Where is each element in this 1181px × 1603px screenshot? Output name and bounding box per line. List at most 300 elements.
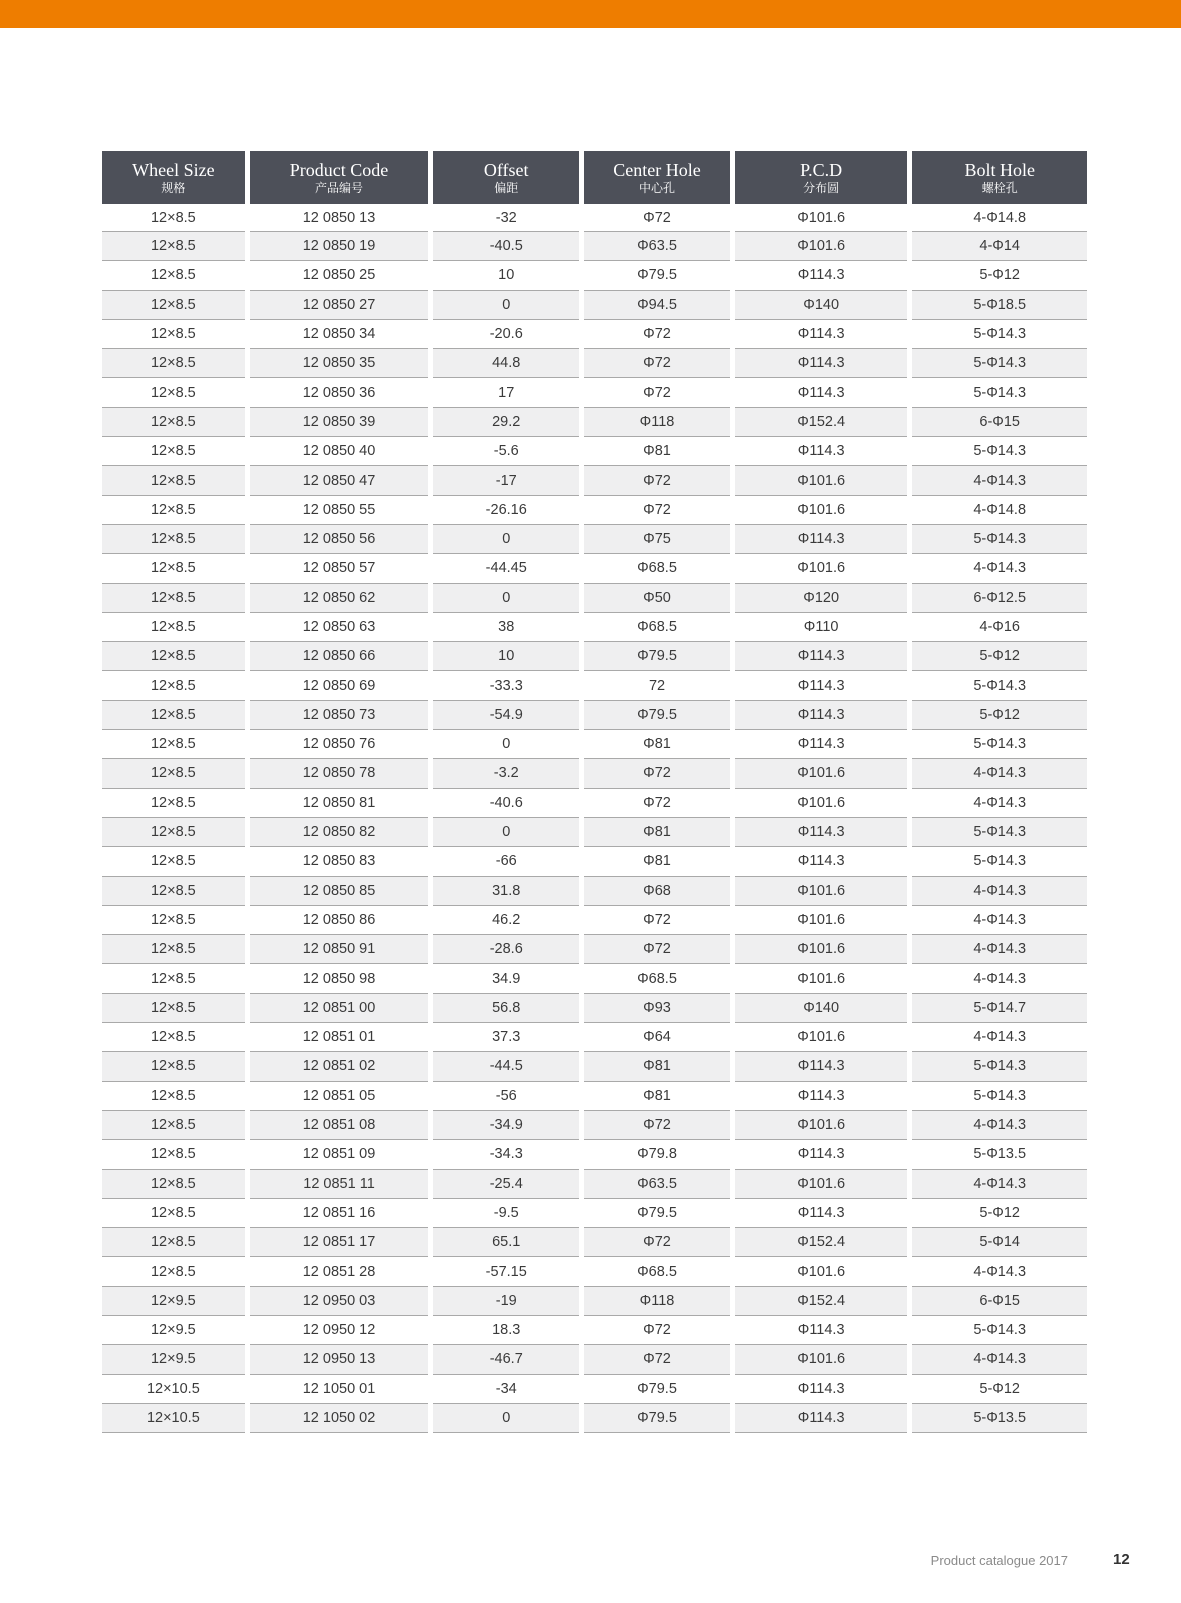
cell-center-hole: Φ81 — [584, 437, 730, 466]
cell-pcd: Φ101.6 — [735, 204, 907, 232]
header-zh: 规格 — [161, 180, 186, 195]
cell-wheel-size: 12×8.5 — [102, 320, 245, 349]
cell-wheel-size: 12×8.5 — [102, 877, 245, 906]
cell-offset: 0 — [433, 584, 579, 613]
cell-wheel-size: 12×8.5 — [102, 496, 245, 525]
table-header-row — [102, 151, 1087, 204]
cell-bolt-hole: 6-Φ15 — [912, 1287, 1087, 1316]
cell-product-code: 12 0850 56 — [250, 525, 429, 554]
cell-offset: -19 — [433, 1287, 579, 1316]
cell-offset: -57.15 — [433, 1257, 579, 1286]
cell-wheel-size: 12×8.5 — [102, 994, 245, 1023]
cell-bolt-hole: 5-Φ12 — [912, 261, 1087, 290]
cell-bolt-hole: 5-Φ12 — [912, 642, 1087, 671]
cell-center-hole: Φ94.5 — [584, 291, 730, 320]
table-row — [102, 877, 1087, 906]
cell-pcd: Φ101.6 — [735, 906, 907, 935]
cell-bolt-hole: 4-Φ14.3 — [912, 935, 1087, 964]
cell-pcd: Φ114.3 — [735, 1140, 907, 1169]
cell-product-code: 12 0851 01 — [250, 1023, 429, 1052]
header-zh: 分布圆 — [803, 180, 840, 195]
cell-bolt-hole: 4-Φ14.3 — [912, 964, 1087, 993]
cell-offset: -26.16 — [433, 496, 579, 525]
header-en: P.C.D — [800, 159, 843, 180]
cell-product-code: 12 0950 12 — [250, 1316, 429, 1345]
cell-offset: 44.8 — [433, 349, 579, 378]
cell-offset: 0 — [433, 525, 579, 554]
cell-pcd: Φ101.6 — [735, 789, 907, 818]
table-row — [102, 1375, 1087, 1404]
cell-product-code: 12 0850 19 — [250, 232, 429, 261]
cell-wheel-size: 12×8.5 — [102, 935, 245, 964]
cell-center-hole: 72 — [584, 671, 730, 700]
cell-pcd: Φ152.4 — [735, 1287, 907, 1316]
cell-bolt-hole: 5-Φ14.3 — [912, 730, 1087, 759]
cell-bolt-hole: 5-Φ13.5 — [912, 1140, 1087, 1169]
cell-center-hole: Φ72 — [584, 1228, 730, 1257]
cell-pcd: Φ114.3 — [735, 642, 907, 671]
cell-wheel-size: 12×8.5 — [102, 642, 245, 671]
cell-product-code: 12 0850 85 — [250, 877, 429, 906]
table-row — [102, 496, 1087, 525]
table-row — [102, 1316, 1087, 1345]
table-row — [102, 408, 1087, 437]
cell-wheel-size: 12×8.5 — [102, 1199, 245, 1228]
cell-product-code: 12 1050 01 — [250, 1375, 429, 1404]
table-body — [102, 204, 1087, 1433]
cell-offset: 10 — [433, 261, 579, 290]
cell-bolt-hole: 5-Φ14.7 — [912, 994, 1087, 1023]
cell-wheel-size: 12×8.5 — [102, 964, 245, 993]
cell-offset: 46.2 — [433, 906, 579, 935]
cell-offset: -28.6 — [433, 935, 579, 964]
cell-wheel-size: 12×8.5 — [102, 759, 245, 788]
table-row — [102, 466, 1087, 495]
cell-pcd: Φ101.6 — [735, 1023, 907, 1052]
page-number: 12 — [1113, 1551, 1130, 1568]
cell-offset: -9.5 — [433, 1199, 579, 1228]
cell-product-code: 12 0850 13 — [250, 204, 429, 232]
cell-wheel-size: 12×8.5 — [102, 1170, 245, 1199]
cell-wheel-size: 12×8.5 — [102, 291, 245, 320]
cell-bolt-hole: 5-Φ13.5 — [912, 1404, 1087, 1433]
cell-offset: -5.6 — [433, 437, 579, 466]
product-table-container — [102, 151, 1087, 1433]
cell-pcd: Φ114.3 — [735, 437, 907, 466]
cell-wheel-size: 12×8.5 — [102, 232, 245, 261]
cell-wheel-size: 12×8.5 — [102, 437, 245, 466]
cell-product-code: 12 0851 16 — [250, 1199, 429, 1228]
cell-offset: 65.1 — [433, 1228, 579, 1257]
cell-center-hole: Φ81 — [584, 818, 730, 847]
header-offset — [433, 151, 579, 204]
cell-offset: 0 — [433, 291, 579, 320]
cell-product-code: 12 0850 69 — [250, 671, 429, 700]
cell-pcd: Φ114.3 — [735, 1316, 907, 1345]
table-row — [102, 671, 1087, 700]
cell-pcd: Φ152.4 — [735, 408, 907, 437]
cell-bolt-hole: 5-Φ14.3 — [912, 437, 1087, 466]
cell-offset: -32 — [433, 204, 579, 232]
cell-offset: 56.8 — [433, 994, 579, 1023]
cell-offset: -56 — [433, 1082, 579, 1111]
cell-offset: -46.7 — [433, 1345, 579, 1374]
cell-product-code: 12 0850 86 — [250, 906, 429, 935]
cell-bolt-hole: 5-Φ12 — [912, 701, 1087, 730]
table-row — [102, 642, 1087, 671]
cell-pcd: Φ114.3 — [735, 1199, 907, 1228]
cell-product-code: 12 0851 00 — [250, 994, 429, 1023]
table-row — [102, 378, 1087, 407]
cell-wheel-size: 12×8.5 — [102, 671, 245, 700]
cell-pcd: Φ114.3 — [735, 1404, 907, 1433]
cell-offset: -34.3 — [433, 1140, 579, 1169]
cell-product-code: 12 0850 27 — [250, 291, 429, 320]
cell-center-hole: Φ68.5 — [584, 613, 730, 642]
cell-wheel-size: 12×8.5 — [102, 1228, 245, 1257]
cell-offset: 0 — [433, 1404, 579, 1433]
cell-offset: 0 — [433, 730, 579, 759]
cell-wheel-size: 12×8.5 — [102, 1052, 245, 1081]
table-row — [102, 261, 1087, 290]
cell-pcd: Φ114.3 — [735, 261, 907, 290]
cell-center-hole: Φ68.5 — [584, 1257, 730, 1286]
cell-pcd: Φ101.6 — [735, 466, 907, 495]
cell-wheel-size: 12×8.5 — [102, 613, 245, 642]
table-row — [102, 1345, 1087, 1374]
table-row — [102, 204, 1087, 232]
cell-product-code: 12 0850 83 — [250, 847, 429, 876]
cell-wheel-size: 12×8.5 — [102, 818, 245, 847]
table-row — [102, 437, 1087, 466]
header-center-hole — [584, 151, 730, 204]
cell-pcd: Φ140 — [735, 994, 907, 1023]
cell-center-hole: Φ79.5 — [584, 701, 730, 730]
cell-offset: -25.4 — [433, 1170, 579, 1199]
cell-offset: -40.5 — [433, 232, 579, 261]
cell-product-code: 12 0851 11 — [250, 1170, 429, 1199]
table-row — [102, 906, 1087, 935]
cell-bolt-hole: 5-Φ14.3 — [912, 320, 1087, 349]
cell-product-code: 12 0850 98 — [250, 964, 429, 993]
cell-product-code: 12 0950 03 — [250, 1287, 429, 1316]
cell-bolt-hole: 5-Φ14.3 — [912, 378, 1087, 407]
cell-wheel-size: 12×8.5 — [102, 701, 245, 730]
cell-bolt-hole: 4-Φ14 — [912, 232, 1087, 261]
cell-wheel-size: 12×8.5 — [102, 847, 245, 876]
cell-center-hole: Φ72 — [584, 1345, 730, 1374]
cell-pcd: Φ114.3 — [735, 847, 907, 876]
cell-bolt-hole: 5-Φ14.3 — [912, 1316, 1087, 1345]
header-en: Offset — [483, 159, 529, 180]
table-row — [102, 232, 1087, 261]
cell-pcd: Φ114.3 — [735, 1375, 907, 1404]
table-row — [102, 789, 1087, 818]
cell-bolt-hole: 5-Φ14.3 — [912, 525, 1087, 554]
cell-center-hole: Φ72 — [584, 935, 730, 964]
cell-center-hole: Φ75 — [584, 525, 730, 554]
cell-product-code: 12 0851 05 — [250, 1082, 429, 1111]
cell-bolt-hole: 4-Φ14.3 — [912, 877, 1087, 906]
cell-product-code: 12 0850 76 — [250, 730, 429, 759]
cell-pcd: Φ120 — [735, 584, 907, 613]
cell-product-code: 12 0850 63 — [250, 613, 429, 642]
cell-center-hole: Φ81 — [584, 847, 730, 876]
cell-center-hole: Φ72 — [584, 349, 730, 378]
header-en: Bolt Hole — [964, 159, 1035, 180]
cell-offset: 31.8 — [433, 877, 579, 906]
cell-bolt-hole: 4-Φ14.3 — [912, 1111, 1087, 1140]
table-row — [102, 1257, 1087, 1286]
product-table — [97, 151, 1092, 1433]
cell-pcd: Φ114.3 — [735, 349, 907, 378]
cell-wheel-size: 12×8.5 — [102, 204, 245, 232]
cell-wheel-size: 12×8.5 — [102, 1140, 245, 1169]
cell-offset: 37.3 — [433, 1023, 579, 1052]
cell-pcd: Φ114.3 — [735, 525, 907, 554]
table-row — [102, 525, 1087, 554]
table-row — [102, 1140, 1087, 1169]
cell-wheel-size: 12×8.5 — [102, 261, 245, 290]
cell-pcd: Φ101.6 — [735, 232, 907, 261]
cell-wheel-size: 12×8.5 — [102, 789, 245, 818]
cell-product-code: 12 0850 35 — [250, 349, 429, 378]
cell-wheel-size: 12×8.5 — [102, 554, 245, 583]
cell-center-hole: Φ93 — [584, 994, 730, 1023]
cell-center-hole: Φ81 — [584, 730, 730, 759]
cell-center-hole: Φ81 — [584, 1052, 730, 1081]
cell-wheel-size: 12×8.5 — [102, 730, 245, 759]
header-zh: 产品编号 — [315, 180, 364, 195]
cell-pcd: Φ114.3 — [735, 730, 907, 759]
cell-center-hole: Φ72 — [584, 789, 730, 818]
cell-product-code: 12 0850 40 — [250, 437, 429, 466]
table-row — [102, 584, 1087, 613]
cell-bolt-hole: 5-Φ14.3 — [912, 818, 1087, 847]
cell-product-code: 12 0850 25 — [250, 261, 429, 290]
cell-center-hole: Φ118 — [584, 1287, 730, 1316]
cell-center-hole: Φ63.5 — [584, 232, 730, 261]
header-product-code — [250, 151, 429, 204]
cell-bolt-hole: 4-Φ14.8 — [912, 496, 1087, 525]
cell-center-hole: Φ63.5 — [584, 1170, 730, 1199]
cell-center-hole: Φ68.5 — [584, 964, 730, 993]
cell-offset: 29.2 — [433, 408, 579, 437]
cell-offset: -44.5 — [433, 1052, 579, 1081]
cell-wheel-size: 12×8.5 — [102, 378, 245, 407]
cell-bolt-hole: 4-Φ14.3 — [912, 466, 1087, 495]
cell-center-hole: Φ79.5 — [584, 1199, 730, 1228]
cell-pcd: Φ101.6 — [735, 1111, 907, 1140]
cell-product-code: 12 0850 55 — [250, 496, 429, 525]
cell-wheel-size: 12×10.5 — [102, 1404, 245, 1433]
cell-pcd: Φ114.3 — [735, 818, 907, 847]
cell-pcd: Φ101.6 — [735, 554, 907, 583]
cell-offset: -20.6 — [433, 320, 579, 349]
header-pcd — [735, 151, 907, 204]
cell-center-hole: Φ64 — [584, 1023, 730, 1052]
cell-center-hole: Φ79.5 — [584, 261, 730, 290]
cell-center-hole: Φ68.5 — [584, 554, 730, 583]
cell-product-code: 12 0850 78 — [250, 759, 429, 788]
cell-bolt-hole: 5-Φ14.3 — [912, 1082, 1087, 1111]
header-en: Wheel Size — [132, 159, 215, 180]
cell-bolt-hole: 5-Φ14.3 — [912, 1052, 1087, 1081]
cell-product-code: 12 1050 02 — [250, 1404, 429, 1433]
cell-offset: 10 — [433, 642, 579, 671]
cell-pcd: Φ101.6 — [735, 1170, 907, 1199]
cell-pcd: Φ101.6 — [735, 759, 907, 788]
cell-product-code: 12 0851 08 — [250, 1111, 429, 1140]
table-row — [102, 291, 1087, 320]
table-row — [102, 1111, 1087, 1140]
cell-pcd: Φ101.6 — [735, 1345, 907, 1374]
cell-bolt-hole: 6-Φ12.5 — [912, 584, 1087, 613]
table-row — [102, 964, 1087, 993]
cell-wheel-size: 12×8.5 — [102, 466, 245, 495]
table-row — [102, 759, 1087, 788]
cell-product-code: 12 0850 81 — [250, 789, 429, 818]
cell-pcd: Φ110 — [735, 613, 907, 642]
cell-offset: 38 — [433, 613, 579, 642]
cell-offset: 0 — [433, 818, 579, 847]
cell-offset: 18.3 — [433, 1316, 579, 1345]
cell-bolt-hole: 4-Φ14.3 — [912, 759, 1087, 788]
cell-product-code: 12 0851 09 — [250, 1140, 429, 1169]
table-row — [102, 1228, 1087, 1257]
cell-wheel-size: 12×8.5 — [102, 349, 245, 378]
cell-bolt-hole: 5-Φ14.3 — [912, 847, 1087, 876]
cell-pcd: Φ114.3 — [735, 320, 907, 349]
cell-bolt-hole: 5-Φ14.3 — [912, 671, 1087, 700]
cell-center-hole: Φ79.5 — [584, 1404, 730, 1433]
header-bolt-hole — [912, 151, 1087, 204]
cell-offset: 17 — [433, 378, 579, 407]
cell-center-hole: Φ72 — [584, 320, 730, 349]
cell-product-code: 12 0850 66 — [250, 642, 429, 671]
table-row — [102, 935, 1087, 964]
table-row — [102, 818, 1087, 847]
cell-wheel-size: 12×8.5 — [102, 1082, 245, 1111]
cell-pcd: Φ114.3 — [735, 1052, 907, 1081]
cell-pcd: Φ152.4 — [735, 1228, 907, 1257]
cell-offset: -33.3 — [433, 671, 579, 700]
cell-bolt-hole: 6-Φ15 — [912, 408, 1087, 437]
table-row — [102, 701, 1087, 730]
cell-offset: -34.9 — [433, 1111, 579, 1140]
cell-offset: -44.45 — [433, 554, 579, 583]
table-row — [102, 554, 1087, 583]
cell-center-hole: Φ72 — [584, 1111, 730, 1140]
cell-bolt-hole: 5-Φ12 — [912, 1199, 1087, 1228]
table-row — [102, 1023, 1087, 1052]
cell-product-code: 12 0950 13 — [250, 1345, 429, 1374]
cell-product-code: 12 0851 02 — [250, 1052, 429, 1081]
cell-wheel-size: 12×8.5 — [102, 1111, 245, 1140]
cell-product-code: 12 0850 91 — [250, 935, 429, 964]
header-en: Product Code — [289, 159, 389, 180]
cell-center-hole: Φ72 — [584, 1316, 730, 1345]
cell-bolt-hole: 4-Φ14.3 — [912, 554, 1087, 583]
top-accent-bar — [0, 0, 1181, 28]
cell-wheel-size: 12×9.5 — [102, 1287, 245, 1316]
cell-pcd: Φ101.6 — [735, 964, 907, 993]
cell-bolt-hole: 4-Φ16 — [912, 613, 1087, 642]
cell-wheel-size: 12×8.5 — [102, 906, 245, 935]
cell-center-hole: Φ72 — [584, 204, 730, 232]
table-row — [102, 994, 1087, 1023]
cell-wheel-size: 12×8.5 — [102, 408, 245, 437]
table-row — [102, 1404, 1087, 1433]
table-row — [102, 1199, 1087, 1228]
cell-product-code: 12 0850 82 — [250, 818, 429, 847]
cell-product-code: 12 0851 28 — [250, 1257, 429, 1286]
cell-pcd: Φ140 — [735, 291, 907, 320]
cell-offset: -3.2 — [433, 759, 579, 788]
table-row — [102, 1170, 1087, 1199]
cell-bolt-hole: 5-Φ14.3 — [912, 349, 1087, 378]
cell-bolt-hole: 4-Φ14.3 — [912, 1170, 1087, 1199]
table-row — [102, 1082, 1087, 1111]
cell-product-code: 12 0850 34 — [250, 320, 429, 349]
cell-center-hole: Φ72 — [584, 759, 730, 788]
cell-center-hole: Φ118 — [584, 408, 730, 437]
cell-wheel-size: 12×10.5 — [102, 1375, 245, 1404]
cell-product-code: 12 0850 73 — [250, 701, 429, 730]
header-zh: 偏距 — [494, 180, 519, 195]
cell-center-hole: Φ72 — [584, 906, 730, 935]
cell-wheel-size: 12×9.5 — [102, 1316, 245, 1345]
cell-bolt-hole: 5-Φ14 — [912, 1228, 1087, 1257]
cell-offset: -34 — [433, 1375, 579, 1404]
cell-product-code: 12 0850 36 — [250, 378, 429, 407]
cell-center-hole: Φ50 — [584, 584, 730, 613]
cell-bolt-hole: 4-Φ14.3 — [912, 1023, 1087, 1052]
cell-pcd: Φ114.3 — [735, 378, 907, 407]
table-row — [102, 320, 1087, 349]
cell-wheel-size: 12×8.5 — [102, 1257, 245, 1286]
header-zh: 中心孔 — [639, 180, 676, 195]
cell-product-code: 12 0850 47 — [250, 466, 429, 495]
cell-center-hole: Φ79.5 — [584, 1375, 730, 1404]
cell-offset: -66 — [433, 847, 579, 876]
header-wheel-size — [102, 151, 245, 204]
cell-product-code: 12 0850 57 — [250, 554, 429, 583]
cell-center-hole: Φ72 — [584, 378, 730, 407]
cell-product-code: 12 0850 62 — [250, 584, 429, 613]
cell-product-code: 12 0850 39 — [250, 408, 429, 437]
cell-bolt-hole: 5-Φ12 — [912, 1375, 1087, 1404]
cell-pcd: Φ101.6 — [735, 935, 907, 964]
cell-offset: -54.9 — [433, 701, 579, 730]
cell-pcd: Φ114.3 — [735, 671, 907, 700]
table-row — [102, 349, 1087, 378]
table-row — [102, 613, 1087, 642]
header-en: Center Hole — [613, 159, 701, 180]
cell-center-hole: Φ79.5 — [584, 642, 730, 671]
cell-pcd: Φ101.6 — [735, 496, 907, 525]
cell-center-hole: Φ68 — [584, 877, 730, 906]
cell-offset: -40.6 — [433, 789, 579, 818]
cell-bolt-hole: 4-Φ14.3 — [912, 906, 1087, 935]
cell-wheel-size: 12×9.5 — [102, 1345, 245, 1374]
table-row — [102, 847, 1087, 876]
header-zh: 螺栓孔 — [981, 180, 1018, 195]
catalogue-label: Product catalogue 2017 — [930, 1553, 1068, 1568]
cell-pcd: Φ101.6 — [735, 1257, 907, 1286]
cell-center-hole: Φ79.8 — [584, 1140, 730, 1169]
table-row — [102, 1052, 1087, 1081]
